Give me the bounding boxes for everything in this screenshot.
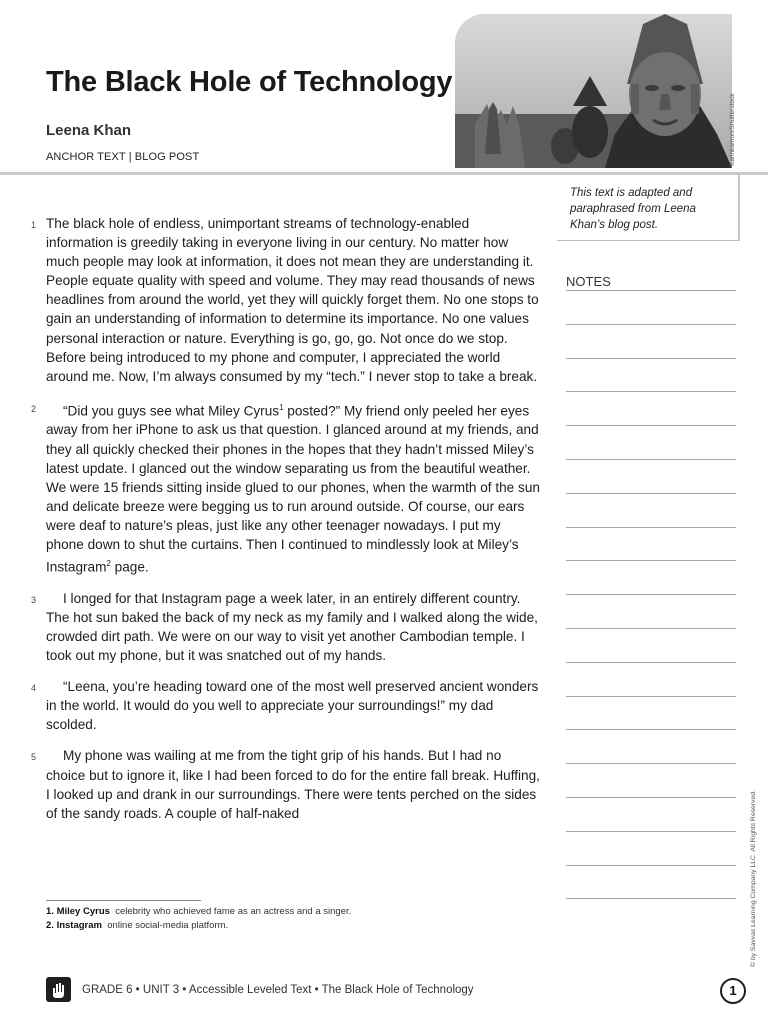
- notes-line: [566, 594, 736, 595]
- notes-line: [566, 763, 736, 764]
- footnote-label: 1.: [46, 906, 54, 917]
- sidebar-divider: [738, 175, 740, 241]
- notes-line: [566, 290, 736, 291]
- paragraph-1: [31, 214, 540, 386]
- notes-line: [566, 662, 736, 663]
- paragraph-text: posted?” My friend only peeled her eyes away from her iPhone to ask us that question. I glanced around at my friends, and they all quickly checked their phones in the hopes that they hadn’t missed Miley’s latest update. I glanced out the window separating us from the beautiful weather. We were 15 friends sitting inside glued to our phones, when the warmth of the sun and delicate breeze were begging us to run around outside. Of course, our ears were deaf to nature’s pleas, just like any other teenager nowadays. I put my phone down to shut the curtains. Then I continued to mindlessly look at Miley’s Instagram: [46, 403, 540, 575]
- footnote-2: [46, 920, 228, 931]
- notes-line: [566, 898, 736, 899]
- adaptation-note: This text is adapted and paraphrased from Leena Khan’s blog post.: [570, 187, 696, 231]
- footnote-definition: celebrity who achieved fame as an actress and a singer.: [115, 906, 352, 917]
- paragraph-5: [31, 746, 540, 822]
- paragraph-text: “Did you guys see what Miley Cyrus: [63, 403, 280, 419]
- text-type-label: ANCHOR TEXT | BLOG POST: [46, 151, 200, 163]
- paragraph-text: “Leena, you’re heading toward one of the most well preserved ancient wonders in the world. It would do you well to appreciate your surroundings!” my dad scolded.: [46, 679, 539, 733]
- paragraph-number: 4: [31, 683, 37, 694]
- notes-line: [566, 391, 736, 392]
- footnote-1: [46, 906, 351, 917]
- notes-line: [566, 865, 736, 866]
- paragraph-number: 2: [31, 403, 37, 414]
- paragraph-3: [31, 589, 540, 665]
- paragraph-text: I longed for that Instagram page a week later, in an entirely different country. The hot sun baked the back of my neck as my family and I walked along the wide, crowded dirt path. We were on our way to visit yet another Cambodian temple. I took out my phone, but it was snatched out of my hands.: [46, 590, 538, 664]
- footnote-term: Instagram: [56, 920, 102, 931]
- page-number: 1: [720, 978, 746, 1004]
- footnote-term: Miley Cyrus: [56, 906, 110, 917]
- article-body: [31, 214, 540, 835]
- copyright-notice: © by Savvas Learning Company LLC. All Rights Reserved.: [750, 790, 757, 967]
- adaptation-note-rule: [557, 240, 739, 241]
- paragraph-text: page.: [110, 559, 149, 575]
- paragraph-4: [31, 677, 540, 734]
- notes-label: NOTES: [566, 274, 611, 289]
- notes-line: [566, 628, 736, 629]
- notes-line: [566, 493, 736, 494]
- photo-credit: Karinkamon/Shutterstock: [729, 93, 736, 166]
- author-name: Leena Khan: [46, 122, 132, 139]
- header-divider: [0, 172, 768, 175]
- notes-line: [566, 358, 736, 359]
- notes-line: [566, 425, 736, 426]
- footer-course-info: GRADE 6 • UNIT 3 • Accessible Leveled Text • The Black Hole of Technology: [82, 984, 474, 996]
- paragraph-text: My phone was wailing at me from the tight grip of his hands. But I had no choice but to ignore it, like I had been forced to do for the entire fall break. Huffing, I looked up and drank in our surroundings. There were tents perched on the sides of the sandy roads. A couple of half-naked: [46, 748, 540, 821]
- notes-line: [566, 696, 736, 697]
- savvas-hand-icon: [46, 977, 71, 1002]
- page-title: The Black Hole of Technology: [46, 66, 453, 98]
- notes-line: [566, 527, 736, 528]
- paragraph-number: 1: [31, 220, 37, 230]
- footnote-definition: online social-media platform.: [107, 920, 229, 931]
- notes-line: [566, 324, 736, 325]
- paragraph-text: The black hole of endless, unimportant streams of technology-enabled information is greedily taking in everyone living in our century. No matter how much people may look at information, it does not mean they are understanding it. People equate quality with speed and volume. They may read thousands of news headlines from around the world, yet they will quickly forget them. No one stops to gain an understanding of information to determine its importance. No one values personal interaction or nature. Everything is go, go, go. Not once do we stop. Before being introduced to my phone and computer, I appreciated the world around me. Now, I’m always consumed by my “tech.” I never stop to take a break.: [46, 216, 539, 384]
- notes-line: [566, 831, 736, 832]
- paragraph-number: 5: [31, 752, 37, 763]
- notes-line: [566, 560, 736, 561]
- footnote-ref: 1: [279, 402, 284, 412]
- footnote-label: 2.: [46, 920, 54, 931]
- paragraph-2: [31, 398, 540, 577]
- notes-line: [566, 459, 736, 460]
- temple-statue-photo: [455, 14, 732, 168]
- notes-line: [566, 729, 736, 730]
- footnote-divider: [46, 900, 201, 901]
- footnote-ref: 2: [106, 559, 111, 569]
- notes-line: [566, 797, 736, 798]
- paragraph-number: 3: [31, 594, 37, 605]
